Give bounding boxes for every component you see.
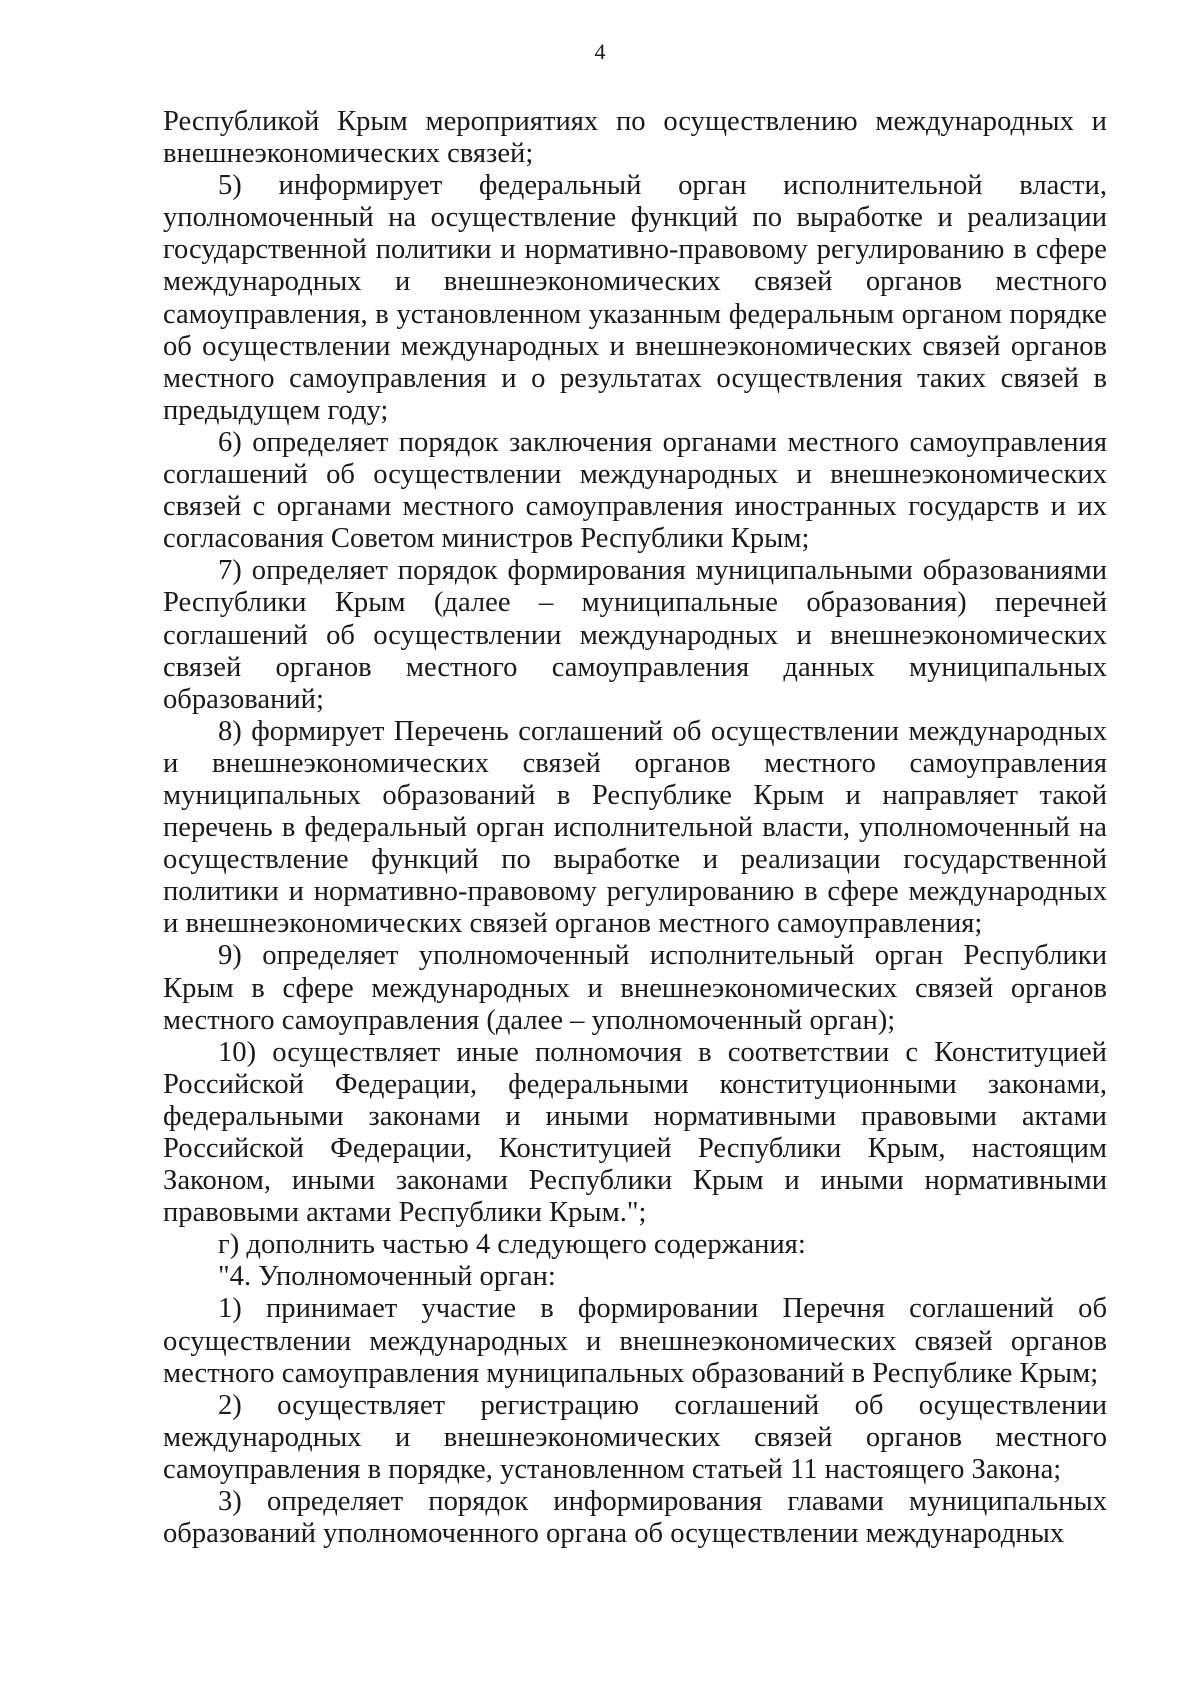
paragraph-amendment-g: г) дополнить частью 4 следующего содержания: [218,1229,806,1261]
paragraph-item-10: 10) осуществляет иные полномочия в соответствии с Конституцией Российской Федерации, федеральными конституционными законами, федеральными законами и иными нормативными правовыми актами Российской Федерации, Конституцией Республики Крым, настоящим Законом, иными законами Республики Крым и иными нормативными правовыми актами Республики Крым."; [163,1036,1107,1229]
paragraph-continuation: Республикой Крым мероприятиях по осуществлению международных и внешнеэкономических связей; [163,106,1107,170]
document-body [163,106,1107,1550]
paragraph-part-4-item-1: 1) принимает участие в формировании Перечня соглашений об осуществлении международных и внешнеэкономических связей органов местного самоуправления муниципальных образований в Республике Крым; [163,1293,1107,1389]
paragraph-item-7: 7) определяет порядок формирования муниципальными образованиями Республики Крым (далее – муниципальные образования) перечней соглашений об осуществлении международных и внешнеэкономических связей органов местного самоуправления данных муниципальных образований; [163,555,1107,715]
page-number: 4 [594,39,606,64]
paragraph-item-5: 5) информирует федеральный орган исполнительной власти, уполномоченный на осуществление функций по выработке и реализации государственной политики и нормативно-правовому регулированию в сфере международных и внешнеэкономических связей органов местного самоуправления, в установленном указанным федеральным органом порядке об осуществлении международных и внешнеэкономических связей органов местного самоуправления и о результатах осуществления таких связей в предыдущем году; [163,170,1107,426]
paragraph-item-9: 9) определяет уполномоченный исполнительный орган Республики Крым в сфере международных и внешнеэкономических связей органов местного самоуправления (далее – уполномоченный орган); [163,940,1107,1036]
paragraph-part-4-item-3: 3) определяет порядок информирования главами муниципальных образований уполномоченного органа об осуществлении международных [163,1486,1107,1550]
paragraph-item-6: 6) определяет порядок заключения органами местного самоуправления соглашений об осуществлении международных и внешнеэкономических связей с органами местного самоуправления иностранных государств и их согласования Советом министров Республики Крым; [163,426,1107,555]
paragraph-part-4-item-2: 2) осуществляет регистрацию соглашений об осуществлении международных и внешнеэкономических связей органов местного самоуправления в порядке, установленном статьей 11 настоящего Закона; [163,1389,1107,1485]
paragraph-item-8: 8) формирует Перечень соглашений об осуществлении международных и внешнеэкономических связей органов местного самоуправления муниципальных образований в Республике Крым и направляет такой перечень в федеральный орган исполнительной власти, уполномоченный на осуществление функций по выработке и реализации государственной политики и нормативно-правовому регулированию в сфере международных и внешнеэкономических связей органов местного самоуправления; [163,715,1107,940]
paragraph-part-4-heading: "4. Уполномоченный орган: [218,1261,556,1293]
